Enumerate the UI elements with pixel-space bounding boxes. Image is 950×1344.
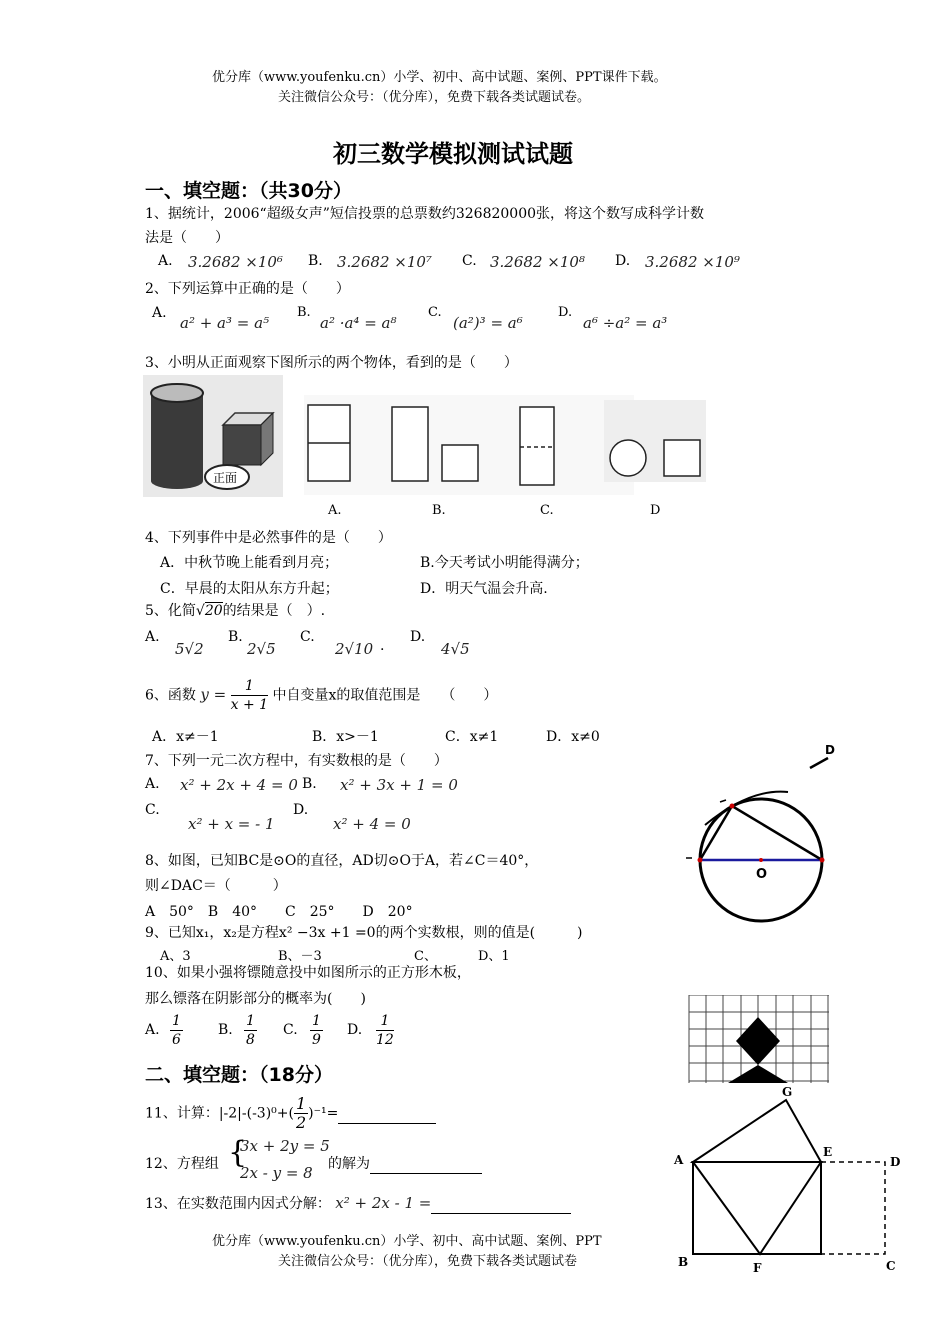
q8-stem-line-1: 8、如图，已知BC是⊙O的直径，AD切⊙O于A，若∠C＝40°，	[145, 853, 539, 869]
q6-option-a: A．x≠－1	[152, 729, 219, 745]
q2-stem: 2、下列运算中正确的是（ ）	[145, 281, 350, 297]
q10-option-b-label: B.	[218, 1022, 233, 1038]
q5-option-c-expr: 2√10	[335, 640, 374, 658]
q11-suffix: )⁻¹=	[308, 1105, 339, 1122]
q7-option-c-expr: x² + x = - 1	[188, 815, 275, 833]
q5-option-a-expr: 5√2	[175, 640, 204, 658]
option-b-tall-rect	[392, 407, 428, 481]
q2-option-d-expr: a⁶ ÷a² = a³	[583, 314, 668, 332]
q2-option-b-expr: a² ·a⁴ = a⁸	[320, 314, 397, 332]
q7-option-a-expr: x² + 2x + 4 = 0	[180, 776, 298, 794]
q6-option-d: D．x≠0	[546, 729, 600, 745]
q12-brace: {	[228, 1135, 248, 1170]
triangle-age	[693, 1100, 821, 1162]
chord-ac	[732, 806, 822, 860]
q10-d-den: 12	[376, 1032, 394, 1048]
q1-option-c-expr: 3.2682 ×10⁸	[490, 253, 585, 271]
q1-option-b-expr: 3.2682 ×10⁷	[337, 253, 432, 271]
q3-option-c-label: C.	[540, 503, 554, 518]
tangent-ad	[705, 792, 788, 825]
label-f: F	[753, 1261, 762, 1275]
q5-option-a-label: A.	[145, 629, 160, 645]
q5-option-b-label: B.	[228, 629, 243, 645]
q12-post	[328, 1153, 482, 1174]
q5-option-c-suffix: .	[380, 638, 385, 654]
section-2-heading: 二、填空题：（18分）	[145, 1064, 333, 1086]
label-g: G	[782, 1085, 793, 1099]
cylinder-body	[151, 393, 203, 481]
q12-prefix: 12、方程组	[145, 1156, 219, 1172]
q1-option-b-label: B.	[308, 253, 323, 269]
q6-stem-suffix: 中自变量x的取值范围是 （ ）	[272, 687, 498, 704]
q8-options: A 50° B 40° C 25° D 20°	[145, 904, 413, 920]
rectangle-abfe	[693, 1162, 821, 1254]
q11-num: 1	[295, 1094, 307, 1113]
q10-c-num: 1	[312, 1013, 321, 1029]
q10-b-den: 8	[246, 1032, 255, 1048]
q3-option-a-label: A.	[328, 503, 342, 518]
label-d: D	[890, 1155, 901, 1169]
q1-stem-line-2: 法是（ ）	[145, 230, 229, 246]
cube-front	[223, 425, 261, 465]
q1-option-a-label: A.	[158, 253, 173, 269]
q8-circle-figure	[670, 740, 850, 925]
q7-option-b-expr: x² + 3x + 1 = 0	[340, 776, 458, 794]
q1-stem-line-1: 1、据统计，2006“超级女声”短信投票的总票数约326820000张，将这个数写成科学计数	[145, 206, 705, 222]
q7-option-d-expr: x² + 4 = 0	[333, 815, 411, 833]
q10-option-a-fraction	[170, 1012, 183, 1049]
option-d-circle	[610, 440, 646, 476]
q12-answer-blank[interactable]	[370, 1153, 482, 1174]
triangle-afe	[693, 1162, 821, 1254]
q6-option-b: B．x>－1	[312, 729, 379, 745]
q2-option-c-label: C.	[428, 305, 442, 320]
q1-option-c-label: C.	[462, 253, 477, 269]
q10-option-d-fraction	[376, 1012, 394, 1049]
q10-stem-line-1: 10、如果小强将镖随意投中如图所示的正方形木板，	[145, 965, 471, 981]
q11-prefix: 11、计算：|-2|-(-3)⁰+(	[145, 1105, 294, 1122]
q11	[145, 1095, 436, 1132]
q7-option-d-label: D.	[293, 802, 309, 818]
q9-option-d: D、1	[478, 949, 510, 964]
q4-option-a: A．中秋节晚上能看到月亮；	[160, 555, 339, 571]
q5-option-d-label: D.	[410, 629, 426, 645]
footer-line-2: 关注微信公众号：（优分库），免费下载各类试题试卷	[278, 1254, 578, 1269]
q13-prefix: 13、在实数范围内因式分解：	[145, 1196, 331, 1212]
label-a: A	[674, 1153, 684, 1167]
q6-denominator: x + 1	[230, 697, 269, 713]
cylinder-bottom	[151, 473, 203, 489]
q3-option-d-figure	[604, 400, 706, 482]
shaded-triangle	[728, 1065, 788, 1083]
q10-c-den: 9	[312, 1032, 321, 1048]
q5-option-b-expr: 2√5	[247, 640, 276, 658]
q5-radicand: 20	[204, 603, 223, 619]
q4-option-d: D．明天气温会升高.	[420, 581, 548, 597]
q10-option-d-label: D.	[347, 1022, 363, 1038]
q2-option-b-label: B.	[297, 305, 311, 320]
q10-grid-figure	[688, 995, 830, 1083]
q7-stem: 7、下列一元二次方程中，有实数根的是（ ）	[145, 753, 448, 769]
q6-stem-prefix: 6、函数	[145, 687, 196, 704]
q11-den: 2	[295, 1113, 307, 1132]
q13	[145, 1193, 571, 1214]
q10-b-num: 1	[246, 1013, 255, 1029]
q1-option-d-label: D.	[615, 253, 631, 269]
q12-equation-1: 3x + 2y = 5	[240, 1137, 330, 1155]
q2-option-a-label: A.	[152, 305, 167, 321]
label-c: C	[886, 1259, 896, 1273]
section-1-heading: 一、填空题：（共30分）	[145, 180, 352, 202]
q11-fraction	[294, 1095, 308, 1132]
footer-line-1: 优分库（www.youfenku.cn）小学、初中、高中试题、案例、PPT	[212, 1234, 602, 1249]
q7-option-b-label: B.	[302, 776, 317, 792]
q13-answer-blank[interactable]	[431, 1193, 571, 1214]
square-figure	[668, 1082, 908, 1277]
q8-stem-line-2: 则∠DAC＝（ ）	[145, 878, 287, 894]
q10-a-num: 1	[172, 1013, 181, 1029]
q10-option-a-label: A.	[145, 1022, 160, 1038]
q3-objects-figure	[143, 375, 283, 497]
header-line-2: 关注微信公众号：（优分库），免费下载各类试题试卷。	[278, 90, 591, 105]
option-d-square	[664, 440, 700, 476]
q3-option-d-label: D	[650, 503, 661, 518]
q10-option-c-label: C.	[283, 1022, 298, 1038]
q10-a-den: 6	[172, 1032, 181, 1048]
q12-equation-2: 2x - y = 8	[240, 1164, 313, 1182]
q2-option-a-expr: a² + a³ = a⁵	[180, 314, 270, 332]
q7-option-c-label: C.	[145, 802, 160, 818]
q5-radical: √20	[195, 603, 223, 619]
label-b: B	[678, 1255, 689, 1269]
q6-numerator: 1	[231, 677, 268, 696]
q5-stem	[145, 600, 325, 620]
cylinder-top	[151, 384, 203, 402]
option-b-square	[442, 445, 478, 481]
q6-stem	[145, 677, 497, 714]
point-o-label: O	[756, 867, 768, 882]
q9-stem: 9、已知x₁，x₂是方程x² −3x +1 =0的两个实数根，则的值是( )	[145, 925, 583, 941]
q5-stem-prefix: 5、化简	[145, 603, 196, 619]
q2-option-d-label: D.	[558, 305, 573, 320]
q5-option-d-expr: 4√5	[441, 640, 470, 658]
q4-option-c: C．早晨的太阳从东方升起；	[160, 581, 339, 597]
page-title: 初三数学模拟测试试题	[333, 140, 573, 168]
q1-option-d-expr: 3.2682 ×10⁹	[645, 253, 740, 271]
shaded-diamond	[736, 1017, 780, 1065]
label-e: E	[823, 1145, 833, 1159]
q9-option-a: A、3	[160, 949, 191, 964]
q4-stem: 4、下列事件中是必然事件的是（ ）	[145, 530, 392, 546]
q1-option-a-expr: 3.2682 ×10⁶	[188, 253, 283, 271]
q3-option-b-label: B.	[432, 503, 446, 518]
dashed-extension	[821, 1162, 885, 1254]
q6-y-equals: y =	[200, 685, 227, 704]
option-c-rect	[520, 407, 554, 485]
header-line-1: 优分库（www.youfenku.cn）小学、初中、高中试题、案例、PPT课件下载。	[212, 70, 667, 85]
q9-option-b: B、－3	[278, 949, 322, 964]
q11-answer-blank[interactable]	[338, 1103, 436, 1124]
q10-option-c-fraction	[310, 1012, 323, 1049]
point-d-label: D	[825, 743, 835, 757]
q10-stem-line-2: 那么镖落在阴影部分的概率为( )	[145, 991, 366, 1007]
q7-option-a-label: A.	[145, 776, 160, 792]
q3-stem: 3、小明从正面观察下图所示的两个物体，看到的是（ ）	[145, 355, 518, 371]
q10-option-b-fraction	[244, 1012, 257, 1049]
q2-option-c-expr: (a²)³ = a⁶	[453, 314, 523, 332]
q13-expr: x² + 2x - 1 =	[335, 1194, 432, 1212]
q9-option-c: C、	[414, 949, 437, 964]
q6-fraction	[231, 677, 268, 714]
q10-d-num: 1	[376, 1012, 394, 1031]
q5-stem-suffix: 的结果是（ ）.	[222, 603, 326, 619]
q4-option-b: B.今天考试小明能得满分；	[420, 555, 589, 571]
front-label: 正面	[213, 471, 238, 485]
q6-option-c: C．x≠1	[445, 729, 499, 745]
q12-suffix: 的解为	[328, 1156, 370, 1172]
q5-option-c-label: C.	[300, 629, 315, 645]
